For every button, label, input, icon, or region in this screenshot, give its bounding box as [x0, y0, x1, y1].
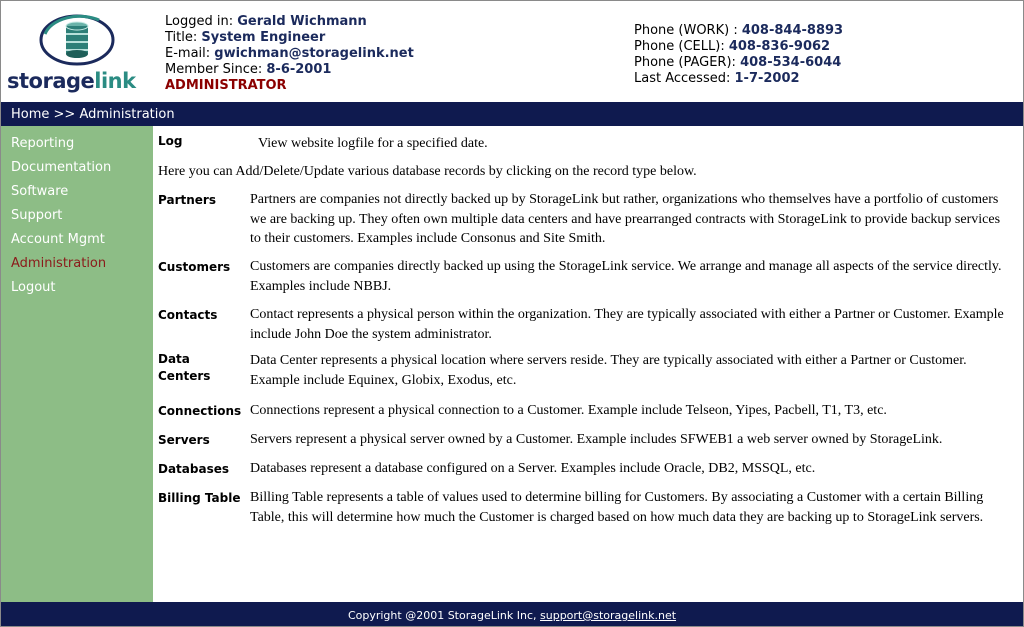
footer — [1, 602, 1023, 626]
record-link-data-centers[interactable]: Data Centers — [158, 352, 211, 383]
breadcrumb-bar — [1, 102, 1023, 126]
record-desc-databases: Databases represent a database configured on a Server. Examples include Oracle, DB2, MSSQL, etc. — [250, 461, 816, 476]
sidebar-item-account-mgmt[interactable]: Account Mgmt — [11, 232, 105, 247]
logged-in-value: Gerald Wichmann — [237, 14, 367, 29]
sidebar-item-support[interactable]: Support — [11, 208, 63, 223]
intro-text: Here you can Add/Delete/Update various database records by clicking on the record type below. — [158, 164, 697, 179]
breadcrumb[interactable]: Home >> Administration — [11, 107, 175, 122]
member-since-label: Member Since: — [165, 62, 263, 77]
phone-pager-value: 408-534-6044 — [740, 55, 842, 70]
email-label: E-mail: — [165, 46, 211, 61]
storagelink-logo[interactable] — [7, 14, 151, 94]
main-content — [153, 126, 1023, 602]
record-desc-billing-table: Billing Table represents a table of values used to determine billing for Customers. By associating a Customer with a certain Billing Table, this will determine how much the Customer is charged based on how much data they are backing up to StorageLink servers. — [250, 490, 984, 525]
email-value: gwichman@storagelink.net — [214, 46, 414, 61]
record-desc-customers: Customers are companies directly backed up using the StorageLink service. We arrange and manage all aspects of the service directly. Examples include NBBJ. — [250, 259, 1002, 294]
title-label: Title: — [165, 30, 198, 45]
sidebar-item-software[interactable]: Software — [11, 184, 69, 199]
phone-pager-label: Phone (PAGER): — [634, 55, 736, 70]
role-badge: ADMINISTRATOR — [165, 78, 287, 93]
record-link-customers[interactable]: Customers — [158, 260, 231, 274]
support-email-link[interactable]: support@storagelink.net — [540, 609, 677, 622]
record-link-log[interactable]: Log — [158, 134, 183, 148]
title-value: System Engineer — [201, 30, 326, 45]
phone-cell-label: Phone (CELL): — [634, 39, 725, 54]
record-link-servers[interactable]: Servers — [158, 433, 210, 447]
sidebar-item-reporting[interactable]: Reporting — [11, 136, 75, 151]
header — [1, 1, 1023, 101]
sidebar-item-logout[interactable]: Logout — [11, 280, 56, 295]
record-desc-servers: Servers represent a physical server owned by a Customer. Example includes SFWEB1 a web server owned by StorageLink. — [250, 432, 943, 447]
sidebar-item-documentation[interactable]: Documentation — [11, 160, 112, 175]
last-accessed-value: 1-7-2002 — [734, 71, 800, 86]
record-link-connections[interactable]: Connections — [158, 404, 242, 418]
member-since-value: 8-6-2001 — [266, 62, 332, 77]
last-accessed-label: Last Accessed: — [634, 71, 731, 86]
record-desc-data-centers: Data Center represents a physical location where servers reside. They are typically associated with either a Partner or Customer. Example include Equinex, Globix, Exodus, etc. — [250, 353, 967, 388]
logo-text: storagelink — [7, 69, 136, 93]
database-cylinder-icon — [39, 14, 115, 66]
copyright-text: Copyright @2001 StorageLink Inc, — [347, 609, 537, 622]
record-desc-contacts: Contact represents a physical person within the organization. They are typically associated with either a Partner or Customer. Example include John Doe the system administrator. — [250, 307, 1004, 342]
record-desc-log: View website logfile for a specified date. — [258, 136, 488, 151]
record-desc-partners: Partners are companies not directly backed up by StorageLink but rather, organizations who themselves have a portfolio of customers we are backing up. They often own multiple data centers and have prearranged contracts with StorageLink to provide backup services to their customers. Examples include Consonus and Site Smith. — [250, 192, 1001, 246]
record-link-databases[interactable]: Databases — [158, 462, 230, 476]
sidebar-item-administration[interactable]: Administration — [11, 256, 107, 271]
user-info — [165, 14, 414, 94]
record-link-billing-table[interactable]: Billing Table — [158, 491, 241, 505]
record-link-contacts[interactable]: Contacts — [158, 308, 218, 322]
record-desc-connections: Connections represent a physical connection to a Customer. Example include Telseon, Yipes, Pacbell, T1, T3, etc. — [250, 403, 887, 418]
sidebar — [1, 126, 153, 602]
phone-work-value: 408-844-8893 — [741, 23, 844, 38]
record-link-partners[interactable]: Partners — [158, 193, 216, 207]
logged-in-label: Logged in: — [165, 14, 234, 29]
phone-work-label: Phone (WORK) : — [634, 23, 738, 38]
contact-info — [634, 23, 843, 87]
phone-cell-value: 408-836-9062 — [728, 39, 831, 54]
